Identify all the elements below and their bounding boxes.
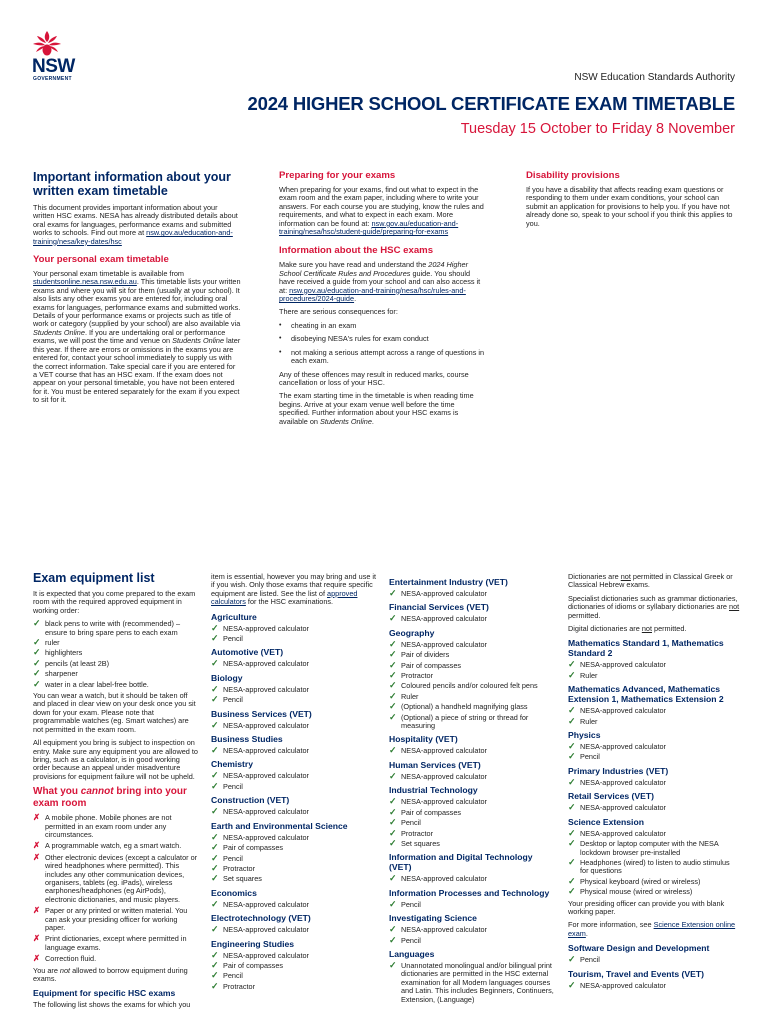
subject-heading: Earth and Environmental Science — [211, 820, 348, 831]
subject-heading: Entertainment Industry (VET) — [389, 577, 508, 587]
subject-heading: Construction (VET) — [211, 795, 290, 806]
starting-time-paragraph: The exam starting time in the timetable is when reading time begins. Arrive at your exam venue well before the time specified. Further information about your HSC exams is available on Students Online. — [279, 391, 474, 426]
list-item: ✓ Set squares — [389, 840, 554, 848]
watch-paragraph: You can wear a watch, but it should be taken off and placed in clear view on your desk once you sit down for your exam. Please note that programmable watches (eg. Smart watches) are not permitted in the exam room. — [33, 691, 196, 734]
hsc-info-paragraph: Make sure you have read and understand the 2024 Higher School Certificate Rules and Procedures guide. You should have received a guide from your school and can also access it at: nsw.gov.au/education-and-training/nesa/hsc/rules-and-procedures/2024-guide. — [279, 260, 481, 304]
subject-equipment-list — [568, 779, 740, 787]
subject-equipment-list — [389, 641, 554, 731]
subject-heading: Biology — [211, 672, 243, 683]
subject-heading: Tourism, Travel and Events (VET) — [568, 968, 704, 979]
subject-heading: Geography — [389, 627, 435, 638]
list-item: ✓ highlighters — [33, 649, 198, 657]
list-item: ✓ NESA-approved calculator — [389, 926, 554, 934]
science-extension-link[interactable]: Science Extension online exam — [568, 920, 736, 938]
list-item: ✓ black pens to write with (recommended) – ensure to bring spare pens to each exam — [33, 620, 198, 637]
list-item: • disobeying NESA's rules for exam conduct — [279, 335, 487, 343]
subject-equipment-list — [211, 686, 381, 705]
subject-equipment-list — [568, 982, 740, 990]
list-item: ✓ (Optional) a handheld magnifying glass — [389, 703, 554, 711]
calculators-paragraph: item is essential, however you may bring and use it if you wish. Only those exams that require specific equipment are listed. See the list of approved calculators for the HSC examinations. — [211, 572, 377, 607]
presiding-officer-paragraph: Your presiding officer can provide you with blank working paper. — [568, 898, 725, 916]
list-item: ✓ sharpener — [33, 670, 198, 678]
logo-nsw-text: NSW — [32, 56, 75, 77]
subject-equipment-list — [389, 615, 554, 623]
subject-equipment-list — [389, 875, 554, 883]
logo-government-text: GOVERNMENT — [33, 76, 72, 82]
list-item: ✓ Coloured pencils and/or coloured felt pens — [389, 682, 554, 690]
disability-heading: Disability provisions — [526, 170, 620, 181]
subject-equipment-list — [211, 952, 381, 992]
subject-heading: Hospitality (VET) — [389, 734, 458, 745]
list-item: ✓ NESA-approved calculator — [568, 707, 740, 715]
preparing-for-exams-link[interactable]: nsw.gov.au/education-and-training/nesa/hsc/student-guide/preparing-for-exams — [279, 218, 459, 237]
list-item: ✓ pencils (at least 2B) — [33, 660, 198, 668]
subject-list — [389, 577, 554, 1004]
subject-heading: Engineering Studies — [211, 938, 295, 949]
intro-paragraph: This document provides important information about your written HSC exams. NESA has already distributed details about oral exams for languages, performance exams and submitted works to schools. Find out more at nsw.gov.au/education-and-training/nesa/key-dates/hsc — [33, 203, 238, 246]
list-item: ✓ NESA-approved calculator — [211, 686, 381, 694]
personal-timetable-paragraph: Your personal exam timetable is available from studentsonline.nesa.nsw.edu.au. This timetable lists your written exams and where you will sit for them (usually at your school). It also lists any other exams you are entered for, including oral exams for languages, performance exams and submitted works. Details of your performance exams or projects such as title of work or category (supplied by your school) are also available via Students Online. If you are undertaking oral or performance exams, we will post the time and venue on Students Online later this year. If there are errors or omissions in the exams you are entered for, contact your school immediately to supply us with the correct information. Take special care if you are entered for a VET course that has an HSC exam. If the exam does not appear on your personal timetable, you have not been entered for it. You must be entered separately for the exam if you expect to sit for it. — [33, 269, 241, 405]
subject-heading: Chemistry — [211, 759, 254, 770]
list-item: ✓ NESA-approved calculator — [568, 830, 740, 838]
exam-dates: Tuesday 15 October to Friday 8 November — [460, 121, 735, 137]
list-item: ✓ NESA-approved calculator — [389, 615, 554, 623]
subject-heading: Investigating Science — [389, 913, 477, 924]
disability-column — [526, 170, 736, 233]
list-item: ✓ Ruler — [568, 672, 740, 680]
list-item: ✓ NESA-approved calculator — [211, 747, 381, 755]
subject-equipment-list — [568, 743, 740, 762]
list-item: ✓ Pencil — [568, 956, 740, 964]
subject-equipment-list — [389, 747, 554, 755]
specific-equipment-heading: Equipment for specific HSC exams — [33, 988, 176, 999]
subject-heading: Industrial Technology — [389, 785, 478, 796]
subject-equipment-list — [211, 901, 381, 909]
subjects-column-3 — [568, 573, 740, 993]
subject-heading: Mathematics Standard 1, Mathematics Standard 2 — [568, 638, 724, 659]
list-item: ✓ NESA-approved calculator — [568, 661, 740, 669]
list-item: ✓ NESA-approved calculator — [389, 590, 554, 598]
subject-equipment-list — [568, 830, 740, 897]
key-dates-link[interactable]: nsw.gov.au/education-and-training/nesa/key-dates/hsc — [33, 228, 233, 246]
list-item: ✓ Pencil — [389, 901, 554, 909]
list-item: ✓ NESA-approved calculator — [211, 772, 381, 780]
subject-equipment-list — [211, 926, 381, 934]
list-item: ✓ (Optional) a piece of string or thread for measuring — [389, 714, 554, 731]
list-item: ✓ Protractor — [211, 865, 381, 873]
subject-heading: Information Processes and Technology — [389, 887, 550, 898]
subject-heading: Science Extension — [568, 816, 644, 827]
list-item: ✓ Protractor — [211, 983, 381, 991]
list-item: ✓ NESA-approved calculator — [211, 834, 381, 842]
page-title: 2024 HIGHER SCHOOL CERTIFICATE EXAM TIMETABLE — [247, 93, 735, 114]
subject-heading: Physics — [568, 730, 601, 741]
list-item: ✓ NESA-approved calculator — [389, 773, 554, 781]
list-item: ✓ Desktop or laptop computer with the NESA lockdown browser pre-installed — [568, 840, 740, 857]
subject-heading: Business Services (VET) — [211, 708, 312, 719]
list-item: ✓ Pencil — [211, 972, 381, 980]
students-online-link[interactable]: studentsonline.nesa.nsw.edu.au — [33, 277, 137, 287]
list-item: • not making a serious attempt across a range of questions in each exam. — [279, 349, 487, 366]
list-item: ✓ water in a clear label-free bottle. — [33, 681, 198, 689]
nsw-government-logo — [30, 30, 78, 84]
subject-heading: Automotive (VET) — [211, 647, 284, 658]
list-item: ✓ Pair of dividers — [389, 651, 554, 659]
authority-name: NSW Education Standards Authority — [574, 72, 735, 83]
subject-heading: Information and Digital Technology (VET) — [389, 852, 533, 873]
list-item: ✓ NESA-approved calculator — [568, 743, 740, 751]
more-info-paragraph: For more information, see Science Extension online exam. — [568, 920, 736, 938]
list-item: ✓ NESA-approved calculator — [568, 982, 740, 990]
offences-paragraph: Any of these offences may result in reduced marks, course cancellation or loss of your HSC. — [279, 369, 469, 387]
subject-heading: Economics — [211, 887, 257, 898]
list-item: ✓ Pair of compasses — [389, 662, 554, 670]
consequences-list — [279, 322, 487, 366]
subject-heading: Languages — [389, 948, 435, 959]
subject-heading: Business Studies — [211, 734, 283, 745]
intro-column — [33, 170, 241, 410]
list-item: ✓ NESA-approved calculator — [568, 804, 740, 812]
list-item: ✗ A programmable watch, eg a smart watch. — [33, 842, 198, 850]
hsc-info-heading: Information about the HSC exams — [279, 245, 434, 257]
list-item: ✓ Pencil — [211, 783, 381, 791]
inspection-paragraph: All equipment you bring is subject to inspection on entry. Make sure any equipment you are allowed to bring, such as a calculator, is in good working order because an appeal under misadventure provisions for equipment failure will not be upheld. — [33, 738, 198, 781]
subject-heading: Software Design and Development — [568, 943, 710, 954]
subject-heading: Retail Services (VET) — [568, 791, 654, 802]
subject-equipment-list — [389, 590, 554, 598]
subject-heading: Electrotechnology (VET) — [211, 913, 311, 924]
borrow-paragraph: You are not allowed to borrow equipment during exams. — [33, 965, 188, 984]
subject-equipment-list — [211, 747, 381, 755]
preparing-paragraph: When preparing for your exams, find out what to expect in the exam room and the exam paper, including where to write your answers. For each course you are studying, know the rules and requirements, and what to expect in each exam. More information can be found at: nsw.gov.au/education-and-training/nesa/hsc/student-guide/preparing-for-exams — [279, 185, 484, 237]
equipment-heading: Exam equipment list — [33, 571, 155, 585]
list-item: ✓ NESA-approved calculator — [211, 625, 381, 633]
specific-equipment-text: The following list shows the exams for which you — [33, 1000, 191, 1010]
list-item: ✗ Other electronic devices (except a calculator or wired headphones where permitted). This includes any other communication devices, organisers, tablets (eg. iPads), wireless earphones/headphones (eg AirPods), electronic dictionaries, and music players. — [33, 854, 198, 904]
waratah-icon — [32, 30, 62, 57]
list-item: ✓ Headphones (wired) to listen to audio stimulus for questions — [568, 859, 740, 876]
list-item: ✗ Print dictionaries, except where permitted in language exams. — [33, 935, 198, 952]
list-item: ✓ Pencil — [211, 696, 381, 704]
intro-heading: Important information about your written exam timetable — [33, 170, 231, 198]
list-item: ✓ NESA-approved calculator — [389, 641, 554, 649]
subject-equipment-list — [211, 660, 381, 668]
subject-equipment-list — [211, 722, 381, 730]
list-item: ✓ NESA-approved calculator — [568, 779, 740, 787]
list-item: ✓ NESA-approved calculator — [389, 747, 554, 755]
subject-equipment-list — [568, 661, 740, 680]
list-item: ✓ Pencil — [211, 855, 381, 863]
dictionary-paragraph-2: Specialist dictionaries such as grammar dictionaries, dictionaries of idioms or syllabary dictionaries are not permitted. — [568, 593, 740, 620]
list-item: ✓ Pencil — [211, 635, 381, 643]
list-item: ✓ NESA-approved calculator — [211, 926, 381, 934]
list-item: ✓ NESA-approved calculator — [211, 952, 381, 960]
list-item: ✓ NESA-approved calculator — [389, 875, 554, 883]
list-item: ✓ Protractor — [389, 830, 554, 838]
list-item: ✓ Pencil — [389, 937, 554, 945]
list-item: ✓ Pair of compasses — [211, 962, 381, 970]
consequences-intro: There are serious consequences for: — [279, 307, 398, 317]
subject-equipment-list — [389, 901, 554, 909]
subject-equipment-list — [568, 707, 740, 726]
dictionary-paragraph-3: Digital dictionaries are not permitted. — [568, 624, 687, 634]
list-item: ✓ ruler — [33, 639, 198, 647]
personal-timetable-heading: Your personal exam timetable — [33, 254, 169, 266]
subject-list — [568, 943, 740, 990]
disability-paragraph: If you have a disability that affects reading exam questions or responding to them under exam conditions, your school can submit an application for provisions to help you. If you have not already done so, speak to your school if you think this applies to you. — [526, 185, 733, 228]
list-item: ✓ Protractor — [389, 672, 554, 680]
equipment-column — [33, 571, 198, 1015]
equipment-intro: It is expected that you come prepared to the exam room with the required approved equipment in working order: — [33, 589, 196, 615]
list-item: ✗ Correction fluid. — [33, 955, 198, 963]
subject-equipment-list — [211, 772, 381, 791]
list-item: • cheating in an exam — [279, 322, 487, 330]
list-item: ✓ NESA-approved calculator — [211, 722, 381, 730]
list-item: ✗ Paper or any printed or written material. You can ask your presiding officer for working paper. — [33, 907, 198, 932]
list-item: ✓ Pair of compasses — [389, 809, 554, 817]
list-item: ✓ Pencil — [568, 753, 740, 761]
list-item: ✓ Physical mouse (wired or wireless) — [568, 888, 740, 896]
subject-equipment-list — [568, 956, 740, 964]
subject-heading: Human Services (VET) — [389, 759, 481, 770]
subject-equipment-list — [389, 798, 554, 848]
subject-equipment-list — [211, 834, 381, 884]
subjects-column-2 — [389, 573, 554, 1007]
subjects-column-1 — [211, 573, 381, 994]
subject-equipment-list — [211, 625, 381, 644]
subject-heading: Primary Industries (VET) — [568, 765, 669, 776]
list-item: ✓ Pair of compasses — [211, 844, 381, 852]
list-item: ✗ A mobile phone. Mobile phones are not permitted in an exam room under any circumstances. — [33, 814, 198, 839]
required-equipment-list — [33, 620, 198, 689]
cannot-bring-heading: What you cannot bring into your exam room — [33, 786, 187, 809]
list-item: ✓ Ruler — [568, 718, 740, 726]
list-item: ✓ NESA-approved calculator — [211, 660, 381, 668]
subject-equipment-list — [568, 804, 740, 812]
list-item: ✓ Unannotated monolingual and/or bilingual print dictionaries are permitted in the HSC external examination for all Modern languages courses and Latin. This includes Beginners, Continuers, Extension, (Language) — [389, 962, 554, 1004]
list-item: ✓ Physical keyboard (wired or wireless) — [568, 878, 740, 886]
subject-list — [211, 612, 381, 992]
subject-equipment-list — [211, 808, 381, 816]
subject-list — [568, 638, 740, 896]
dictionary-paragraph-1: Dictionaries are not permitted in Classical Greek or Classical Hebrew exams. — [568, 572, 733, 590]
subject-heading: Agriculture — [211, 611, 257, 622]
list-item: ✓ NESA-approved calculator — [211, 901, 381, 909]
subject-equipment-list — [389, 773, 554, 781]
preparing-heading: Preparing for your exams — [279, 170, 396, 181]
subject-equipment-list — [389, 962, 554, 1004]
list-item: ✓ Pencil — [389, 819, 554, 827]
subject-heading: Financial Services (VET) — [389, 602, 489, 613]
list-item: ✓ Set squares — [211, 875, 381, 883]
list-item: ✓ Ruler — [389, 693, 554, 701]
approved-calculators-link[interactable]: approved calculators — [211, 588, 358, 607]
preparing-column — [279, 170, 487, 431]
list-item: ✓ NESA-approved calculator — [211, 808, 381, 816]
list-item: ✓ NESA-approved calculator — [389, 798, 554, 806]
subject-equipment-list — [389, 926, 554, 945]
prohibited-items-list — [33, 814, 198, 964]
subject-heading: Mathematics Advanced, Mathematics Extension 1, Mathematics Extension 2 — [568, 684, 724, 705]
rules-guide-link[interactable]: nsw.gov.au/education-and-training/nesa/hsc/rules-and-procedures/2024-guide — [279, 285, 466, 304]
